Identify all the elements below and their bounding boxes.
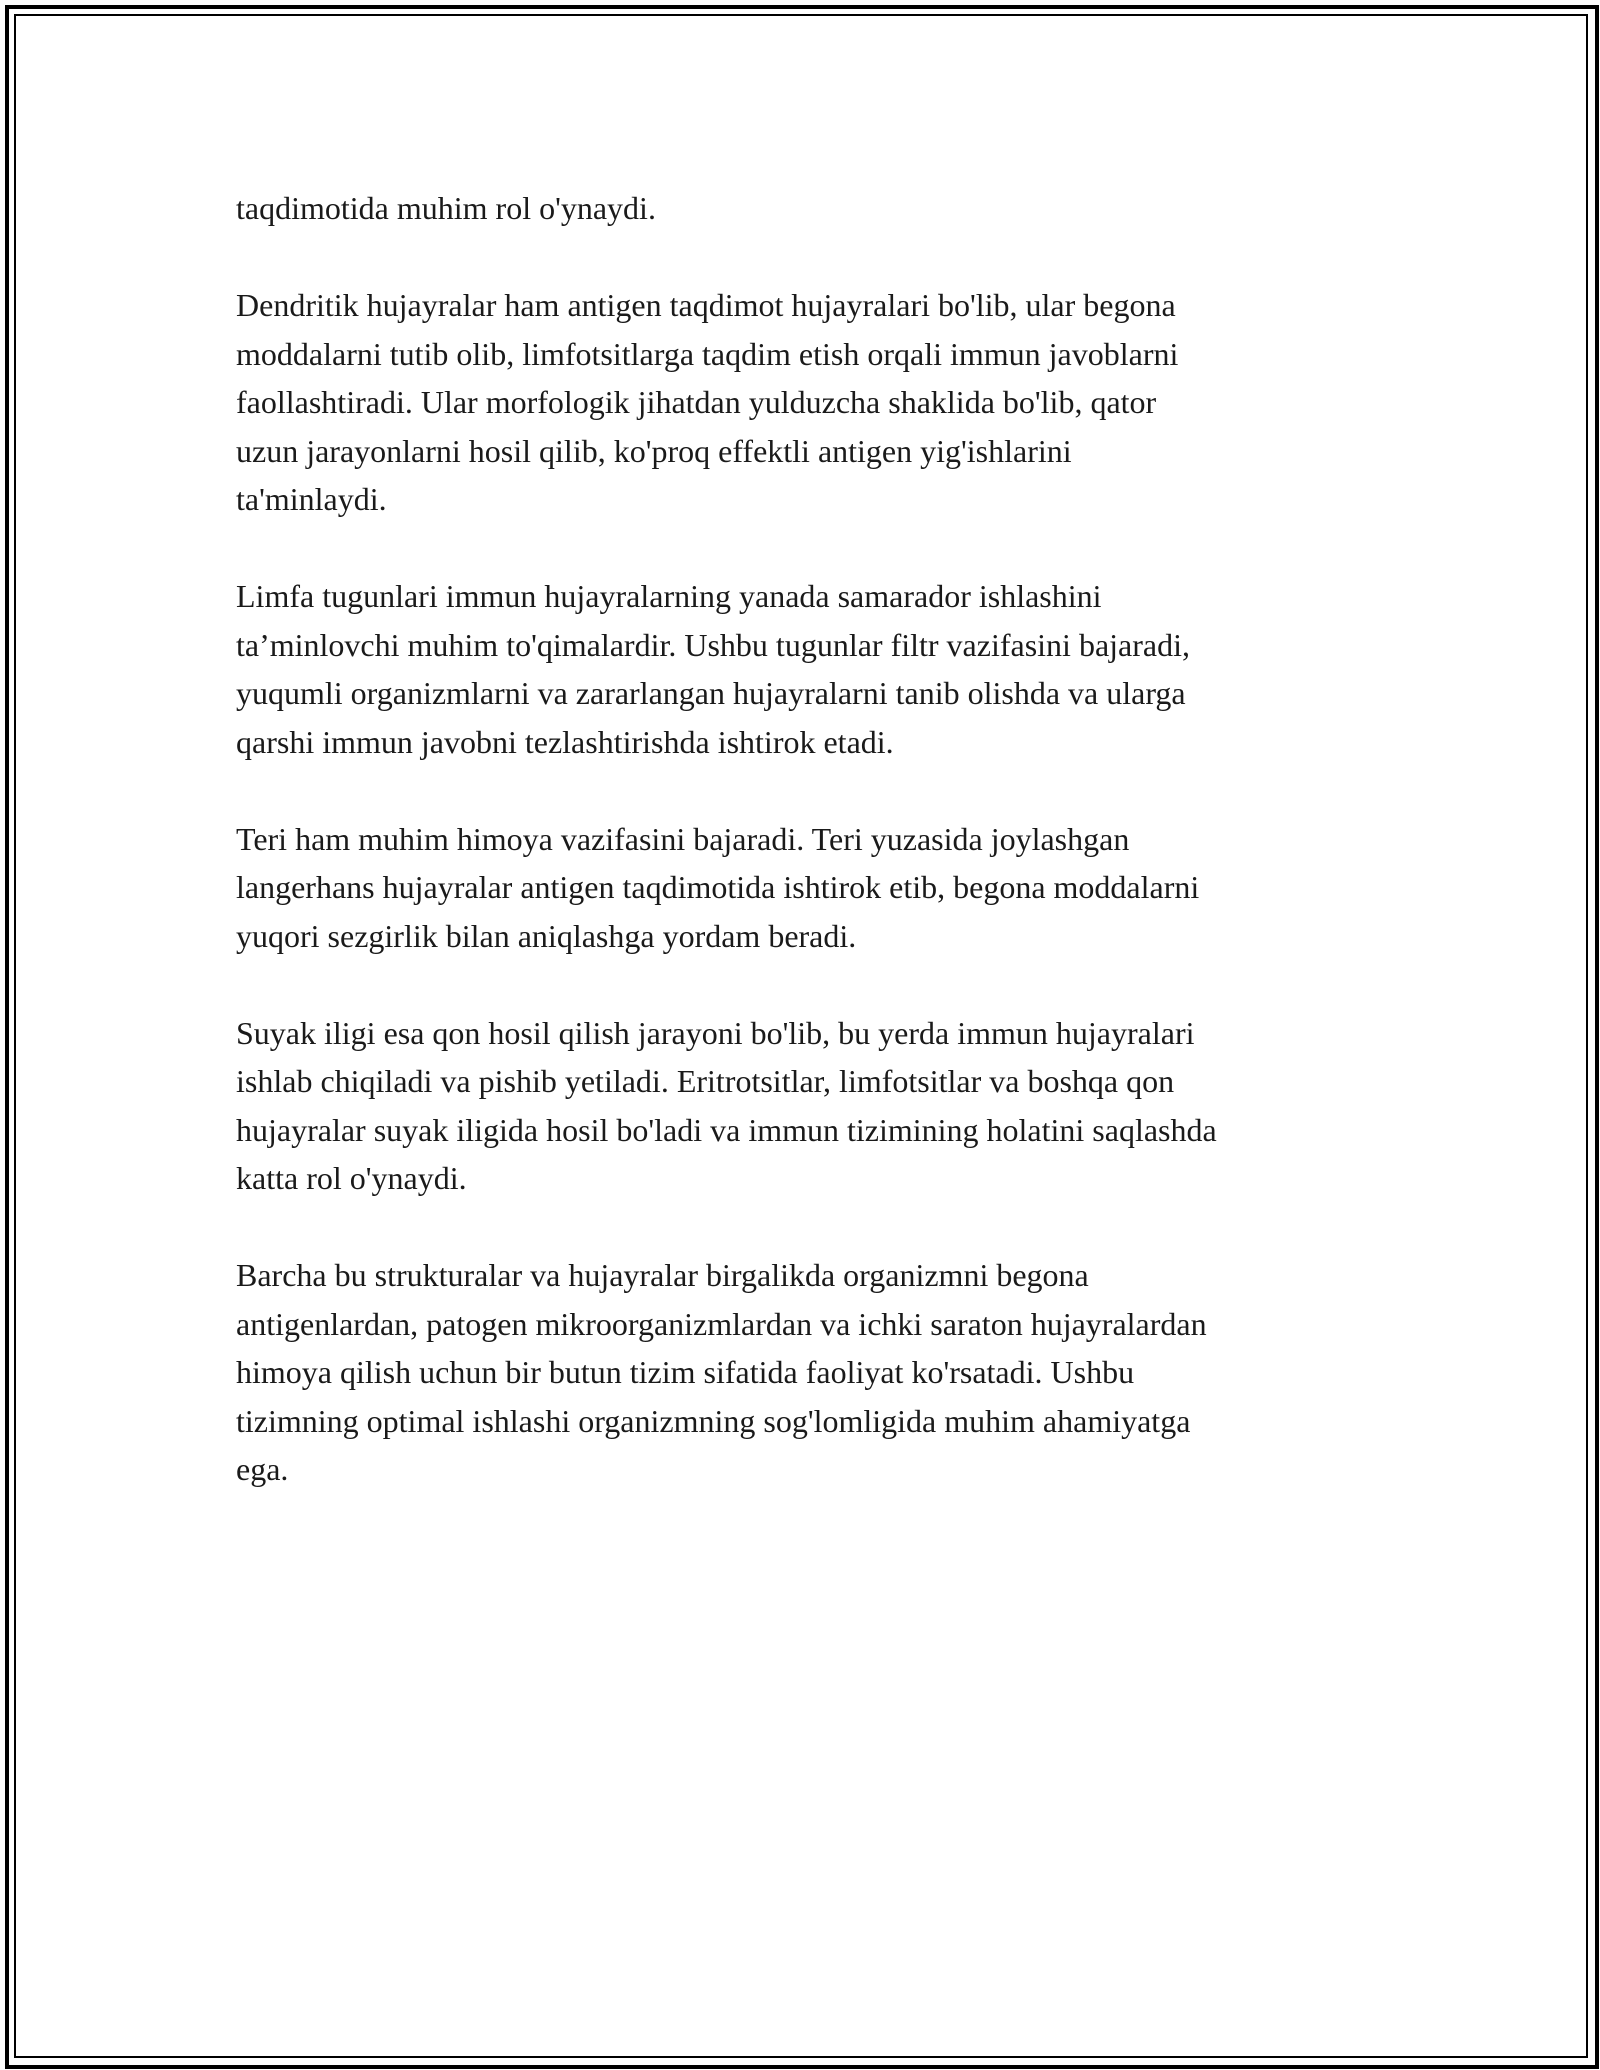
- paragraph-lymph-nodes: Limfa tugunlari immun hujayralarning yanada samarador ishlashini ta’minlovchi muhim to'qimalardir. Ushbu tugunlar filtr vazifasini bajaradi, yuqumli organizmlarni va zararlangan hujayralarni tanib olishda va ularga qarshi immun javobni tezlashtirishda ishtirok etadi.: [236, 578, 1190, 760]
- paragraph-skin: Teri ham muhim himoya vazifasini bajaradi. Teri yuzasida joylashgan langerhans hujayralar antigen taqdimotida ishtirok etib, begona moddalarni yuqori sezgirlik bilan aniqlashga yordam beradi.: [236, 820, 1200, 954]
- paragraph-conclusion: Barcha bu strukturalar va hujayralar birgalikda organizmni begona antigenlardan, patogen mikroorganizmlardan va ichki saraton hujayralardan himoya qilish uchun bir butun tizim sifatida faoliyat ko'rsatadi. Ushbu tizimning optimal ishlashi organizmning sog'lomligida muhim ahamiyatga ega.: [236, 1257, 1207, 1487]
- paragraph-dendritic-cells: Dendritik hujayralar ham antigen taqdimot hujayralari bo'lib, ular begona moddalarni tutib olib, limfotsitlarga taqdim etish orqali immun javoblarni faollashtiradi. Ular morfologik jihatdan yulduzcha shaklida bo'lib, qator uzun jarayonlarni hosil qilib, ko'proq effektli antigen yig'ishlarini ta'minlaydi.: [236, 287, 1179, 517]
- document-body: [236, 184, 1396, 1542]
- paragraph-bone-marrow: Suyak iligi esa qon hosil qilish jarayoni bo'lib, bu yerda immun hujayralari ishlab chiqiladi va pishib yetiladi. Eritrotsitlar, limfotsitlar va boshqa qon hujayralar suyak iligida hosil bo'ladi va immun tizimining holatini saqlashda katta rol o'ynaydi.: [236, 1014, 1217, 1196]
- paragraph-continuation: taqdimotida muhim rol o'ynaydi.: [236, 190, 656, 226]
